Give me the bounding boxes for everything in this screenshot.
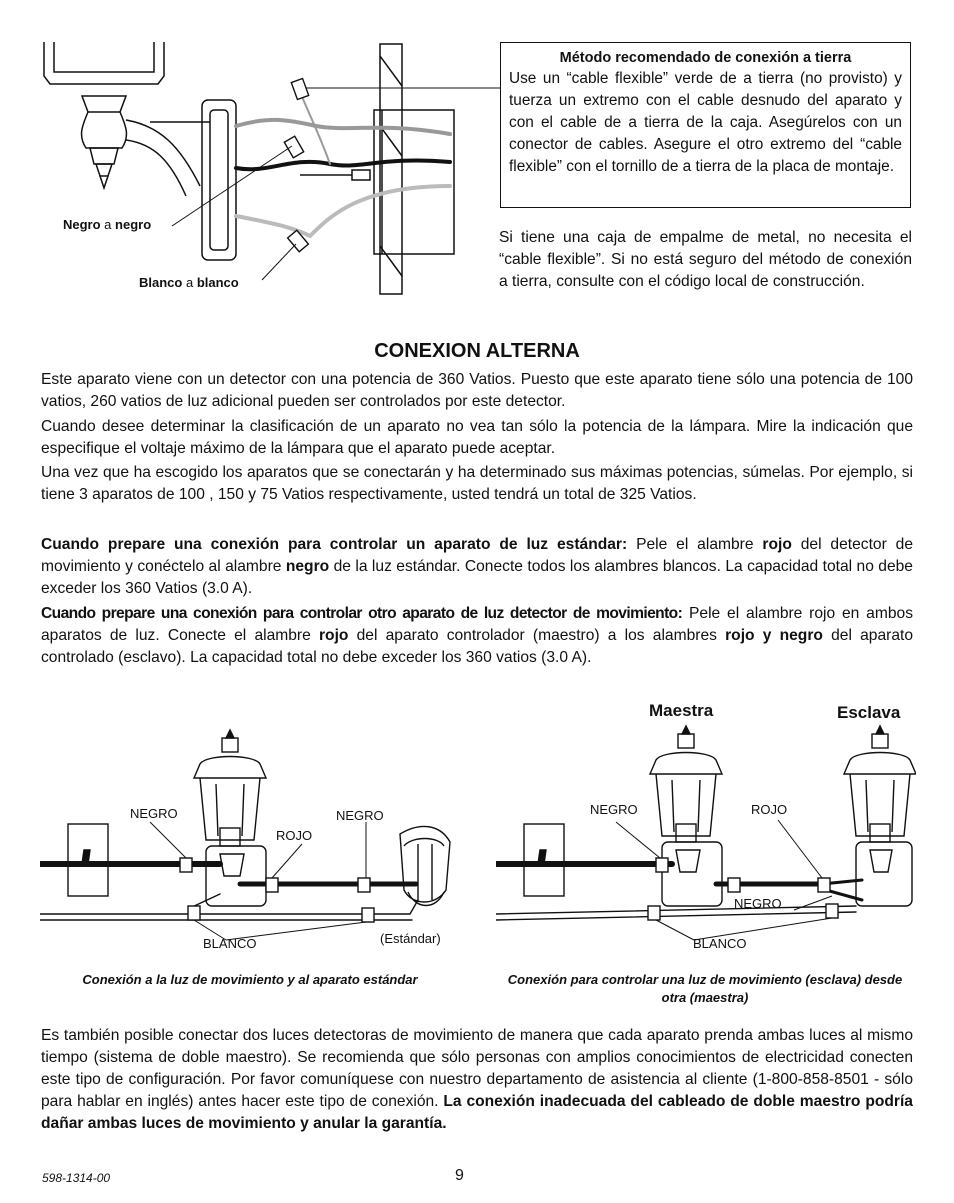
- paragraph-classification: Cuando desee determinar la clasificación de un aparato no vea tan sólo la potencia de la lámpara. Mire la indicación que especifique el voltaje máximo de la lámpara que el aparato puede aceptar.: [41, 418, 913, 457]
- document-code: 598-1314-00: [42, 1171, 111, 1185]
- right-blanco-label: BLANCO: [693, 936, 747, 951]
- left-negro-label-1: NEGRO: [130, 806, 178, 821]
- maestra-label: Maestra: [649, 701, 714, 720]
- top-wiring-diagram: [30, 36, 500, 298]
- left-blanco-label: BLANCO: [203, 936, 257, 951]
- paragraph-rating: Este aparato viene con un detector con una potencia de 360 Vatios. Puesto que este aparato tiene sólo una potencia de 100 vatios, 260 vatios de luz adicional pueden ser controlados por este detector.: [41, 371, 913, 410]
- paragraph-double-master: Es también posible conectar dos luces detectoras de movimiento de manera que cada aparato prenda ambas luces al mismo tiempo (sistema de doble maestro). Se recomienda que sólo personas con amplios conocimientos de electricidad conecten este tipo de configuración. Por favor comuníquese con nuestro departamento de asistencia al cliente (1-800-858-8501 - sólo para hablar en inglés) antes hacer este tipo de conexión. La conexión inadecuada del cableado de doble maestro podría dañar ambas luces de movimiento y anular la garantía.: [41, 1027, 913, 1132]
- right-negro-label-1: NEGRO: [590, 802, 638, 817]
- right-rojo-label: ROJO: [751, 802, 788, 817]
- paragraph-sum: Una vez que ha escogido los aparatos que se conectarán y ha determinado sus máximas potencias, súmelas. Por ejemplo, si tiene 3 aparatos de 100 , 150 y 75 Vatios respectivamente, usted tendrá un total de 325 Vatios.: [41, 464, 913, 503]
- left-rojo-label: ROJO: [276, 828, 313, 843]
- right-negro-label-2: NEGRO: [734, 896, 782, 911]
- black-to-black-label: Negro a negro: [63, 217, 152, 232]
- right-diagram-caption: Conexión para controlar una luz de movimiento (esclava) desde otra (maestra): [507, 972, 903, 1005]
- section-title: CONEXION ALTERNA: [374, 340, 580, 362]
- grounding-method-title: Método recomendado de conexión a tierra: [559, 50, 852, 66]
- left-wiring-diagram: [40, 724, 470, 954]
- left-diagram-caption: Conexión a la luz de movimiento y al aparato estándar: [82, 972, 418, 987]
- grounding-method-text: Use un “cable flexible” verde de a tierra (no provisto) y tuerza un extremo con el cable desnudo del aparato y con el cable de a tierra de la caja. Asegúrelos con un conector de cables. Asegure el otro extremo del “cable flexible” con el tornillo de a tierra de la placa de montaje.: [509, 70, 902, 175]
- grounding-method-box: [500, 42, 911, 208]
- left-estandar-label: (Estándar): [380, 931, 441, 946]
- esclava-label: Esclava: [837, 703, 901, 722]
- page-number: 9: [455, 1167, 464, 1184]
- paragraph-motion-connection: Cuando prepare una conexión para controlar otro aparato de luz detector de movimiento: Pele el alambre rojo en ambos aparatos de luz. Conecte el alambre rojo del aparato controlador (maestro) a los alambres rojo y negro del aparato controlado (esclavo). La capacidad total no debe exceder los 360 vatios (3.0 A).: [41, 605, 914, 666]
- white-to-white-label: Blanco a blanco: [139, 275, 239, 290]
- paragraph-standard-connection: Cuando prepare una conexión para controlar un aparato de luz estándar: Pele el alambre rojo del detector de movimiento y conéctelo al alambre negro de la luz estándar. Conecte todos los alambres blancos. La capacidad total no debe exceder los 360 Vatios (3.0 A).: [41, 536, 914, 597]
- left-negro-label-2: NEGRO: [336, 808, 384, 823]
- right-wiring-diagram: [496, 724, 916, 954]
- metal-box-note: Si tiene una caja de empalme de metal, no necesita el “cable flexible”. Si no está seguro del método de conexión a tierra, consulte con el código local de construcción.: [499, 229, 912, 290]
